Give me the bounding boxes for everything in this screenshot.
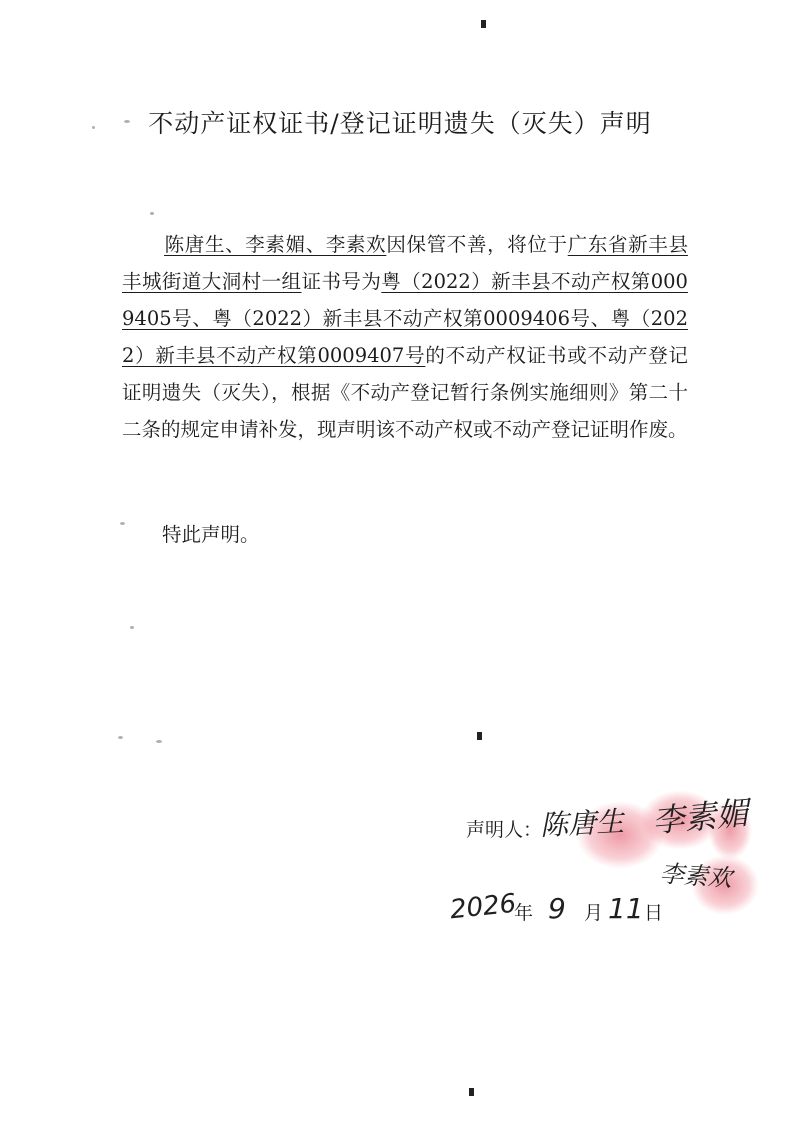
signature-date	[448, 890, 678, 934]
scan-speck	[150, 212, 154, 215]
declaration-paragraph	[122, 226, 688, 448]
paragraph-text: 的不动产权证书或不动产登记证明遗失（灭失），根据《不动产登记暂行条例实施细则》第二十二条的规定申请补发，现声明该不动产权或不动产登记证明作废。	[122, 344, 688, 441]
property-address: 广东省新丰县丰城街道大洞村一组	[122, 233, 688, 293]
date-year-handwritten: 2026	[448, 888, 518, 926]
date-year-char: 年	[514, 902, 534, 924]
scan-mark-top	[481, 20, 486, 28]
scan-mark-middle	[477, 732, 482, 740]
document-title: 不动产证权证书/登记证明遗失（灭失）声明	[148, 109, 652, 138]
owners-names: 陈唐生、李素媚、李素欢	[164, 233, 387, 256]
scan-speck	[118, 736, 123, 739]
date-day-char: 日	[644, 902, 664, 924]
certificate-numbers: 粤（2022）新丰县不动产权第0009405号、粤（2022）新丰县不动产权第0009406号、粤（2022）新丰县不动产权第0009407号	[122, 270, 688, 367]
scan-speck	[130, 626, 134, 629]
scan-mark-bottom	[469, 1088, 474, 1096]
date-month-handwritten: 9	[548, 892, 566, 925]
scan-speck	[120, 522, 125, 525]
paragraph-text: 证书号为	[301, 270, 382, 293]
signature-2: 李素媚	[650, 793, 750, 841]
closing-statement: 特此声明。	[162, 523, 260, 546]
date-month-char: 月	[584, 902, 604, 924]
date-day-handwritten: 11	[608, 892, 644, 925]
declarant-label: 声明人：	[466, 819, 543, 841]
signature-3: 李素欢	[658, 859, 733, 893]
paragraph-text: 因保管不善，将位于	[386, 233, 568, 256]
signature-1: 陈唐生	[539, 804, 625, 843]
scan-speck	[156, 740, 162, 743]
